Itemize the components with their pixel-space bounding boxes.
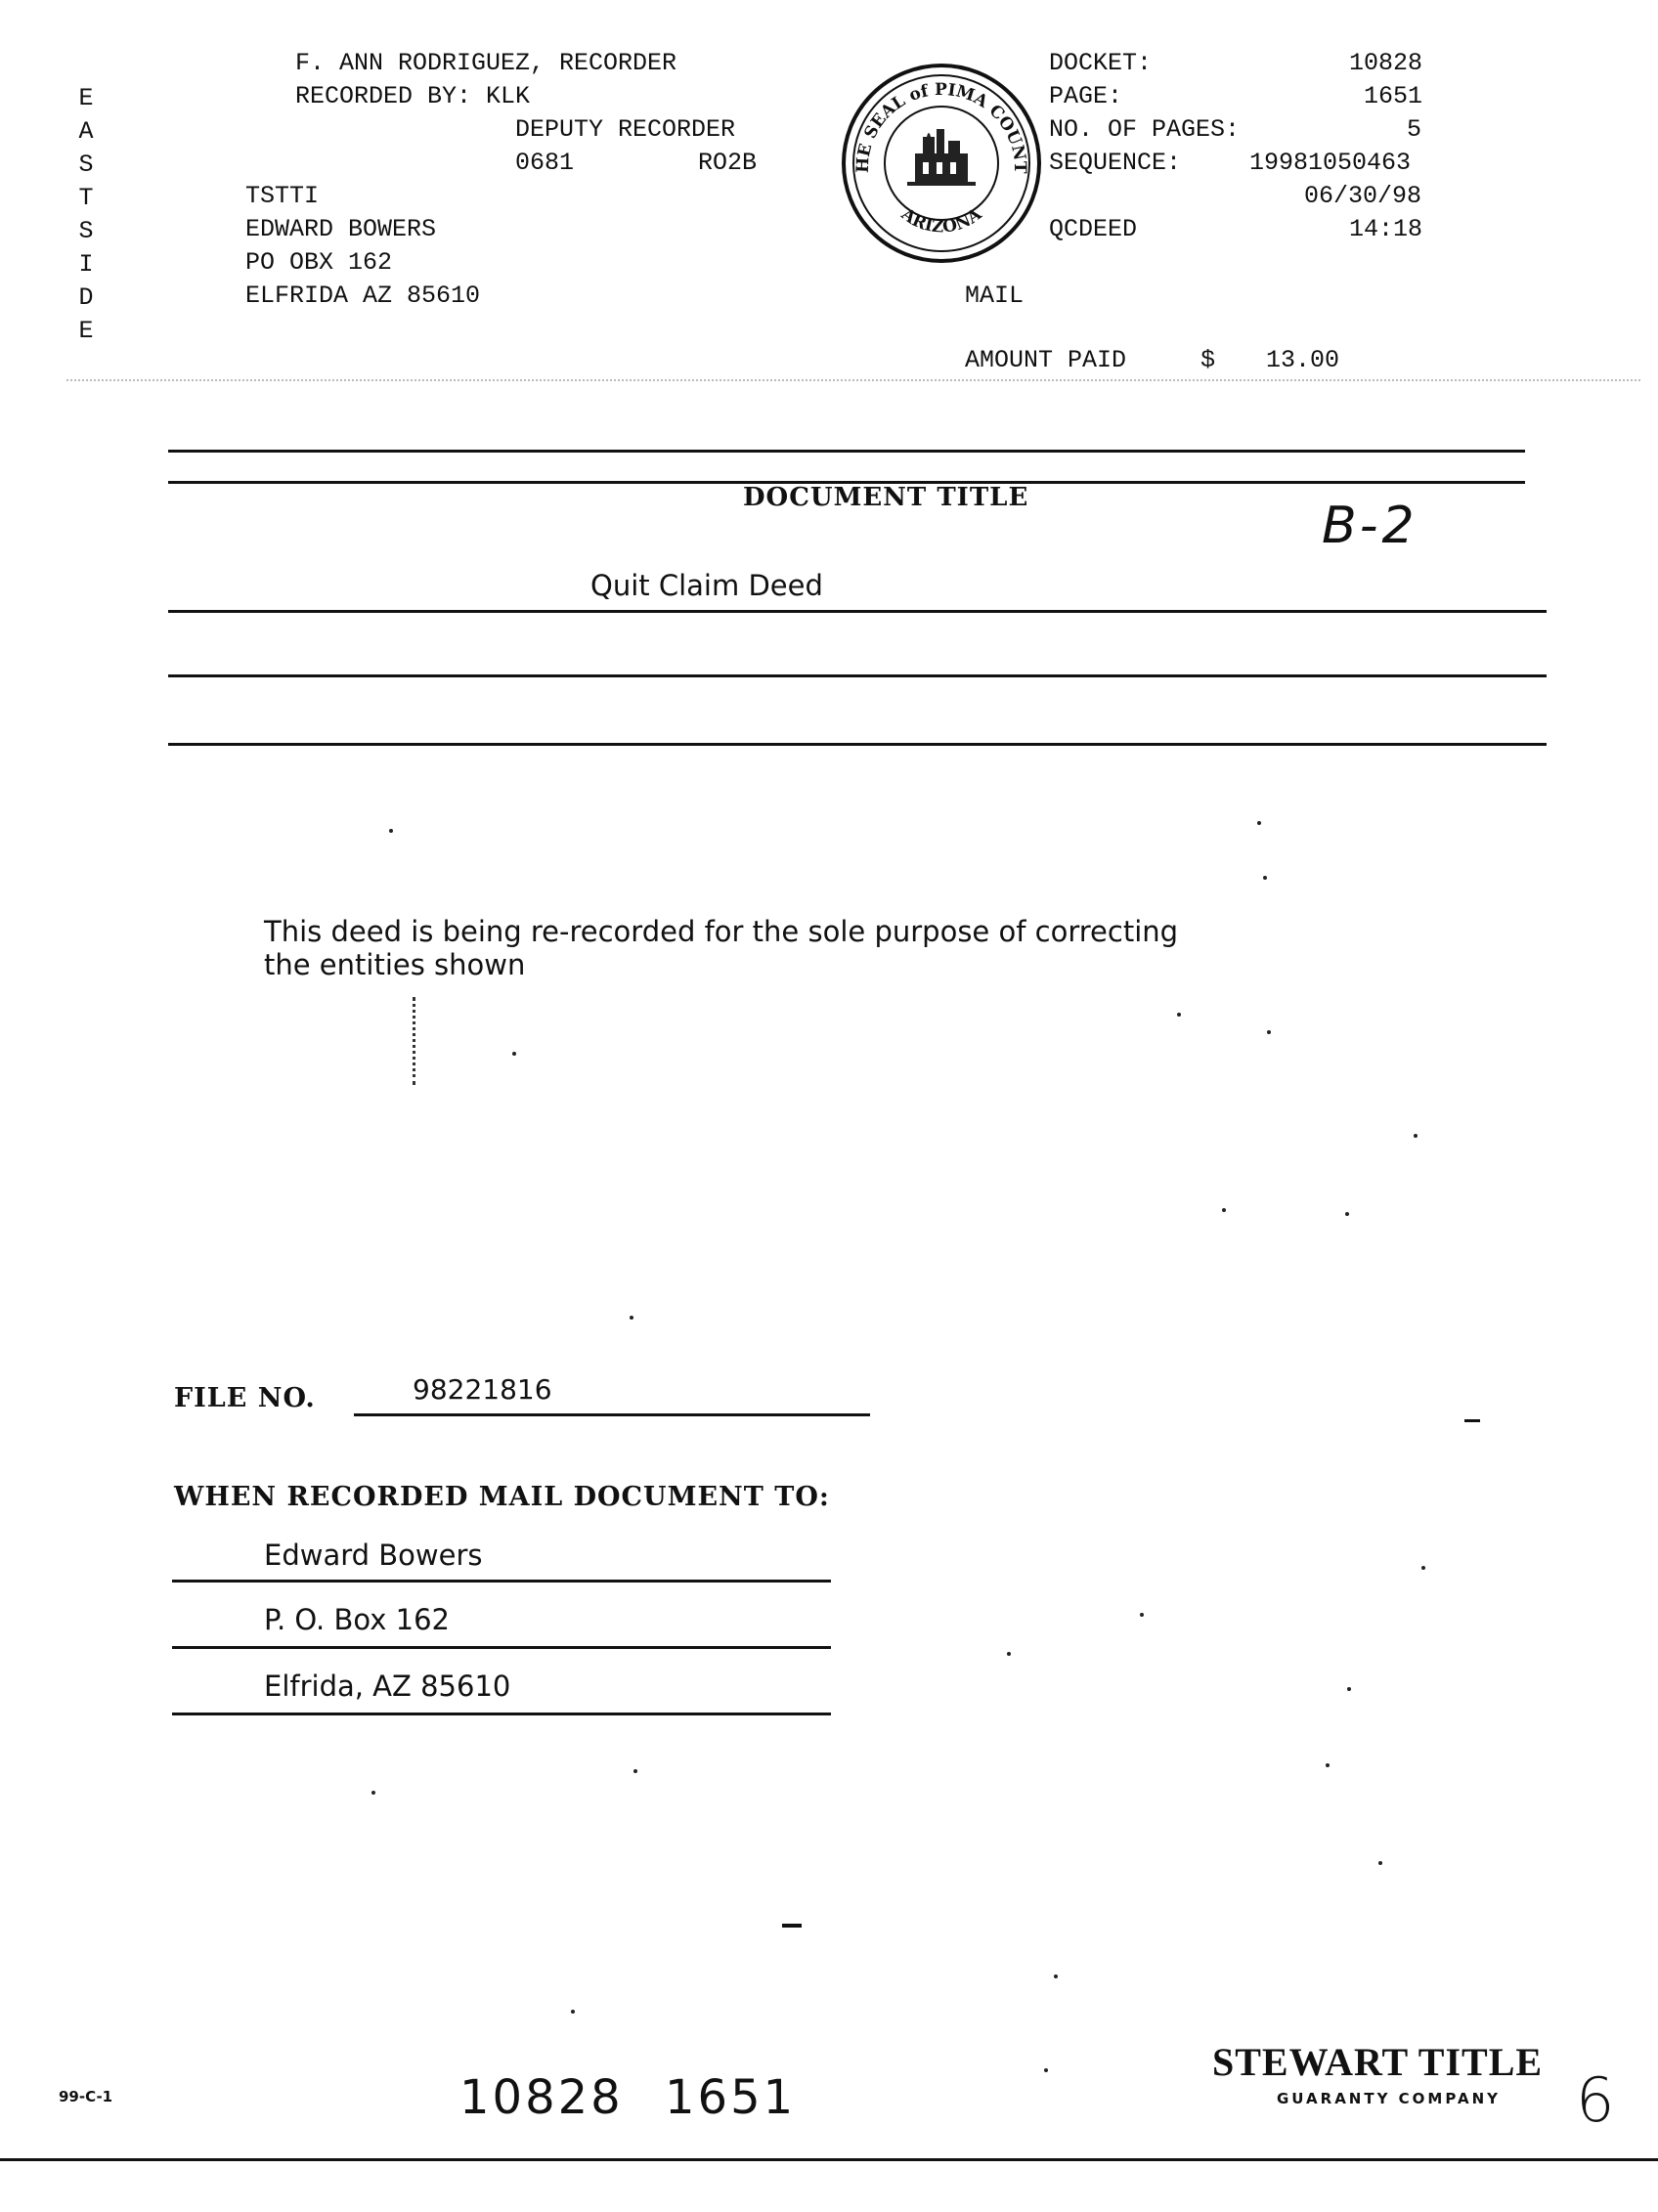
document-title: Quit Claim Deed <box>590 569 823 602</box>
scan-speck <box>1044 2068 1048 2072</box>
re-record-note-line1: This deed is being re-recorded for the sole purpose of correcting <box>264 915 1179 948</box>
scan-speck <box>1326 1763 1330 1767</box>
svg-text:ARIZONA: ARIZONA <box>897 204 985 238</box>
scan-dash <box>782 1924 802 1928</box>
form-code: 99-C-1 <box>59 2088 113 2105</box>
side-letter: S <box>78 151 94 179</box>
side-letter: T <box>78 184 94 212</box>
svg-text:THE SEAL of PIMA COUNTY: HE SEAL of PIMA COUNT <box>852 79 1030 174</box>
document-type-code: QCDEED <box>1049 215 1138 243</box>
mail-to-rule-1 <box>172 1580 831 1583</box>
recorder-name: F. ANN RODRIGUEZ, RECORDER <box>295 49 677 77</box>
deputy-recorder: DEPUTY RECORDER <box>515 115 736 144</box>
pages-value: 5 <box>1407 115 1422 144</box>
addressee-line: ELFRIDA AZ 85610 <box>245 282 481 310</box>
side-letter: S <box>78 217 94 245</box>
amount-currency: $ <box>1200 346 1216 374</box>
record-time: 14:18 <box>1349 215 1423 243</box>
scan-dash <box>1464 1419 1480 1422</box>
handwritten-mark: B-2 <box>1322 497 1418 555</box>
stewart-title-subtitle: GUARANTY COMPANY <box>1277 2090 1501 2107</box>
sequence-value: 19981050463 <box>1249 149 1412 177</box>
scan-speck <box>1345 1212 1349 1216</box>
scan-speck <box>1421 1566 1425 1570</box>
docket-label: DOCKET: <box>1049 49 1153 77</box>
scan-speck <box>1267 1030 1271 1034</box>
stewart-title-logo: STEWART TITLE <box>1212 2040 1544 2084</box>
pima-county-seal <box>839 61 1044 266</box>
scan-speck <box>571 2010 575 2014</box>
title-rule-3 <box>168 610 1547 613</box>
scan-speck <box>1140 1613 1144 1617</box>
scan-speck <box>1378 1861 1382 1865</box>
mail-to-rule-3 <box>172 1713 831 1715</box>
footer-rule <box>0 2158 1658 2161</box>
page-value: 1651 <box>1364 82 1423 110</box>
eastside-vertical-label <box>76 82 96 348</box>
deputy-code: 0681 <box>515 149 575 177</box>
scan-speck <box>1414 1134 1418 1138</box>
docket-value: 10828 <box>1349 49 1423 77</box>
sequence-label: SEQUENCE: <box>1049 149 1182 177</box>
handwritten-page-number: 6 <box>1576 2064 1615 2136</box>
addressee-line: TSTTI <box>245 182 320 210</box>
delivery-method: MAIL <box>965 282 1025 310</box>
scan-speck <box>371 1791 375 1795</box>
mail-to-rule-2 <box>172 1646 831 1649</box>
scan-speck <box>1347 1687 1351 1691</box>
scan-speck <box>1263 876 1267 880</box>
page-label: PAGE: <box>1049 82 1123 110</box>
header-divider <box>66 379 1640 381</box>
scan-speck <box>1222 1208 1226 1212</box>
re-record-note-line2: the entities shown <box>264 948 526 981</box>
scan-speck <box>633 1769 637 1773</box>
title-rule-5 <box>168 743 1547 746</box>
amount-label: AMOUNT PAID <box>965 346 1127 374</box>
mail-to-name: Edward Bowers <box>264 1539 483 1572</box>
file-number: 98221816 <box>413 1373 552 1406</box>
document-title-label: DOCUMENT TITLE <box>743 483 1029 512</box>
deputy-station: RO2B <box>698 149 758 177</box>
record-date: 06/30/98 <box>1304 182 1422 210</box>
mail-to-label: WHEN RECORDED MAIL DOCUMENT TO: <box>174 1482 830 1512</box>
recorded-by: RECORDED BY: KLK <box>295 82 531 110</box>
docket-stamp: 10828 <box>459 2070 624 2125</box>
file-number-rule <box>354 1413 870 1416</box>
scan-speck <box>1054 1974 1058 1978</box>
side-letter: I <box>78 250 94 279</box>
mail-to-box: P. O. Box 162 <box>264 1603 450 1636</box>
addressee-line: EDWARD BOWERS <box>245 215 437 243</box>
scan-speck <box>389 829 393 833</box>
file-no-label: FILE NO. <box>174 1383 316 1413</box>
scan-speck <box>1177 1013 1181 1017</box>
dotted-mark <box>413 997 415 1085</box>
addressee-line: PO OBX 162 <box>245 248 393 277</box>
page-stamp: 1651 <box>665 2070 797 2125</box>
side-letter: A <box>78 117 94 146</box>
scan-speck <box>512 1052 516 1056</box>
mail-to-city: Elfrida, AZ 85610 <box>264 1670 511 1703</box>
title-rule-4 <box>168 674 1547 677</box>
scan-speck <box>630 1316 633 1320</box>
title-rule-top <box>168 450 1525 453</box>
pages-label: NO. OF PAGES: <box>1049 115 1241 144</box>
side-letter: E <box>78 317 94 345</box>
side-letter: D <box>78 283 94 312</box>
side-letter: E <box>78 84 94 112</box>
scan-speck <box>1257 821 1261 825</box>
scan-speck <box>1007 1652 1011 1656</box>
amount-value: 13.00 <box>1266 346 1340 374</box>
